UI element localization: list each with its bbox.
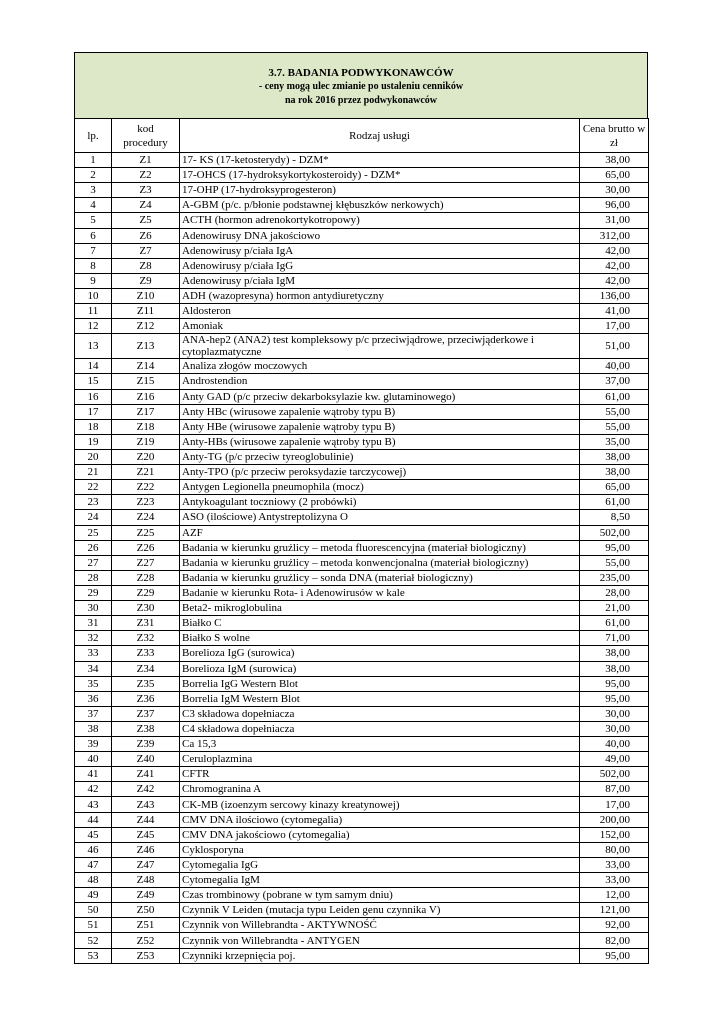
cell-cena: 21,00 bbox=[580, 601, 649, 616]
cell-name: Ceruloplazmina bbox=[180, 752, 580, 767]
cell-cena: 28,00 bbox=[580, 585, 649, 600]
table-row bbox=[75, 721, 649, 736]
cell-kod: Z7 bbox=[112, 243, 180, 258]
cell-kod: Z40 bbox=[112, 752, 180, 767]
table-row bbox=[75, 183, 649, 198]
cell-kod: Z25 bbox=[112, 525, 180, 540]
cell-kod: Z19 bbox=[112, 434, 180, 449]
cell-kod: Z49 bbox=[112, 888, 180, 903]
cell-kod: Z44 bbox=[112, 812, 180, 827]
col-header-cena: Cena brutto w zł bbox=[580, 119, 649, 153]
table-row bbox=[75, 812, 649, 827]
table-row bbox=[75, 288, 649, 303]
cell-kod: Z29 bbox=[112, 585, 180, 600]
cell-lp: 18 bbox=[75, 419, 112, 434]
col-header-kod: kod procedury bbox=[112, 119, 180, 153]
cell-lp: 7 bbox=[75, 243, 112, 258]
cell-cena: 502,00 bbox=[580, 525, 649, 540]
section-header bbox=[74, 52, 648, 118]
cell-lp: 53 bbox=[75, 948, 112, 963]
table-row bbox=[75, 631, 649, 646]
cell-lp: 28 bbox=[75, 570, 112, 585]
cell-lp: 20 bbox=[75, 449, 112, 464]
table-row bbox=[75, 737, 649, 752]
cell-lp: 32 bbox=[75, 631, 112, 646]
cell-cena: 40,00 bbox=[580, 359, 649, 374]
cell-cena: 80,00 bbox=[580, 842, 649, 857]
cell-cena: 95,00 bbox=[580, 676, 649, 691]
cell-kod: Z27 bbox=[112, 555, 180, 570]
table-row bbox=[75, 903, 649, 918]
cell-cena: 30,00 bbox=[580, 706, 649, 721]
cell-name: Cytomegalia IgG bbox=[180, 857, 580, 872]
cell-name: Badania w kierunku gruźlicy – sonda DNA (materiał biologiczny) bbox=[180, 570, 580, 585]
cell-lp: 44 bbox=[75, 812, 112, 827]
table-row bbox=[75, 389, 649, 404]
table-row bbox=[75, 646, 649, 661]
table-row bbox=[75, 570, 649, 585]
cell-kod: Z11 bbox=[112, 304, 180, 319]
table-row bbox=[75, 228, 649, 243]
cell-kod: Z42 bbox=[112, 782, 180, 797]
cell-lp: 37 bbox=[75, 706, 112, 721]
cell-cena: 33,00 bbox=[580, 857, 649, 872]
cell-kod: Z36 bbox=[112, 691, 180, 706]
section-title: 3.7. BADANIA PODWYKONAWCÓW bbox=[268, 66, 454, 79]
cell-kod: Z24 bbox=[112, 510, 180, 525]
cell-lp: 45 bbox=[75, 827, 112, 842]
cell-lp: 8 bbox=[75, 258, 112, 273]
cell-cena: 95,00 bbox=[580, 948, 649, 963]
col-header-lp: lp. bbox=[75, 119, 112, 153]
cell-cena: 152,00 bbox=[580, 827, 649, 842]
cell-name: C4 składowa dopełniacza bbox=[180, 721, 580, 736]
table-row bbox=[75, 419, 649, 434]
cell-lp: 42 bbox=[75, 782, 112, 797]
cell-cena: 17,00 bbox=[580, 797, 649, 812]
cell-lp: 4 bbox=[75, 198, 112, 213]
cell-lp: 50 bbox=[75, 903, 112, 918]
cell-cena: 55,00 bbox=[580, 404, 649, 419]
cell-kod: Z18 bbox=[112, 419, 180, 434]
table-row bbox=[75, 510, 649, 525]
cell-name: Białko C bbox=[180, 616, 580, 631]
cell-name: C3 składowa dopełniacza bbox=[180, 706, 580, 721]
table-row bbox=[75, 706, 649, 721]
table-row bbox=[75, 857, 649, 872]
cell-kod: Z53 bbox=[112, 948, 180, 963]
cell-cena: 38,00 bbox=[580, 153, 649, 168]
table-row bbox=[75, 540, 649, 555]
cell-lp: 35 bbox=[75, 676, 112, 691]
cell-kod: Z39 bbox=[112, 737, 180, 752]
cell-cena: 95,00 bbox=[580, 540, 649, 555]
table-row bbox=[75, 782, 649, 797]
cell-name: Anty HBe (wirusowe zapalenie wątroby typu B) bbox=[180, 419, 580, 434]
cell-name: Borrelia IgG Western Blot bbox=[180, 676, 580, 691]
table-row bbox=[75, 243, 649, 258]
cell-cena: 42,00 bbox=[580, 243, 649, 258]
table-row bbox=[75, 555, 649, 570]
cell-kod: Z2 bbox=[112, 168, 180, 183]
cell-cena: 30,00 bbox=[580, 183, 649, 198]
cell-name: CK-MB (izoenzym sercowy kinazy kreatynowej) bbox=[180, 797, 580, 812]
cell-cena: 71,00 bbox=[580, 631, 649, 646]
cell-cena: 65,00 bbox=[580, 480, 649, 495]
cell-name: Czynnik von Willebrandta - ANTYGEN bbox=[180, 933, 580, 948]
table-row bbox=[75, 213, 649, 228]
cell-name: Borrelia IgM Western Blot bbox=[180, 691, 580, 706]
cell-kod: Z31 bbox=[112, 616, 180, 631]
cell-name: 17-OHCS (17-hydroksykortykosteroidy) - DZM* bbox=[180, 168, 580, 183]
cell-lp: 40 bbox=[75, 752, 112, 767]
cell-name: Antygen Legionella pneumophila (mocz) bbox=[180, 480, 580, 495]
cell-cena: 17,00 bbox=[580, 319, 649, 334]
cell-cena: 95,00 bbox=[580, 691, 649, 706]
cell-name: Ca 15,3 bbox=[180, 737, 580, 752]
cell-name: Adenowirusy DNA jakościowo bbox=[180, 228, 580, 243]
cell-name: 17-OHP (17-hydroksyprogesteron) bbox=[180, 183, 580, 198]
cell-cena: 96,00 bbox=[580, 198, 649, 213]
cell-lp: 6 bbox=[75, 228, 112, 243]
table-row bbox=[75, 319, 649, 334]
cell-kod: Z6 bbox=[112, 228, 180, 243]
cell-lp: 17 bbox=[75, 404, 112, 419]
cell-cena: 30,00 bbox=[580, 721, 649, 736]
cell-name: AZF bbox=[180, 525, 580, 540]
col-header-name: Rodzaj usługi bbox=[180, 119, 580, 153]
table-row bbox=[75, 948, 649, 963]
cell-cena: 49,00 bbox=[580, 752, 649, 767]
table-row bbox=[75, 480, 649, 495]
cell-kod: Z16 bbox=[112, 389, 180, 404]
cell-cena: 235,00 bbox=[580, 570, 649, 585]
cell-name: 17- KS (17-ketosterydy) - DZM* bbox=[180, 153, 580, 168]
cell-name: Anty-HBs (wirusowe zapalenie wątroby typu B) bbox=[180, 434, 580, 449]
table-row bbox=[75, 676, 649, 691]
section-subtitle-2: na rok 2016 przez podwykonawców bbox=[284, 94, 438, 106]
cell-lp: 29 bbox=[75, 585, 112, 600]
table-row bbox=[75, 334, 649, 359]
table-row bbox=[75, 258, 649, 273]
cell-name: Borelioza IgM (surowica) bbox=[180, 661, 580, 676]
cell-name: Adenowirusy p/ciała IgG bbox=[180, 258, 580, 273]
table-row bbox=[75, 933, 649, 948]
cell-cena: 87,00 bbox=[580, 782, 649, 797]
cell-cena: 200,00 bbox=[580, 812, 649, 827]
cell-lp: 30 bbox=[75, 601, 112, 616]
cell-lp: 21 bbox=[75, 465, 112, 480]
cell-kod: Z12 bbox=[112, 319, 180, 334]
table-row bbox=[75, 153, 649, 168]
cell-kod: Z15 bbox=[112, 374, 180, 389]
cell-lp: 12 bbox=[75, 319, 112, 334]
cell-kod: Z35 bbox=[112, 676, 180, 691]
cell-cena: 82,00 bbox=[580, 933, 649, 948]
cell-lp: 49 bbox=[75, 888, 112, 903]
cell-name: Chromogranina A bbox=[180, 782, 580, 797]
cell-lp: 9 bbox=[75, 273, 112, 288]
table-row bbox=[75, 616, 649, 631]
cell-kod: Z38 bbox=[112, 721, 180, 736]
cell-kod: Z26 bbox=[112, 540, 180, 555]
cell-kod: Z10 bbox=[112, 288, 180, 303]
cell-kod: Z17 bbox=[112, 404, 180, 419]
cell-cena: 42,00 bbox=[580, 258, 649, 273]
cell-kod: Z3 bbox=[112, 183, 180, 198]
cell-lp: 36 bbox=[75, 691, 112, 706]
cell-name: Cytomegalia IgM bbox=[180, 873, 580, 888]
cell-name: Badania w kierunku gruźlicy – metoda fluorescencyjna (materiał biologiczny) bbox=[180, 540, 580, 555]
cell-cena: 502,00 bbox=[580, 767, 649, 782]
cell-lp: 13 bbox=[75, 334, 112, 359]
table-row bbox=[75, 304, 649, 319]
cell-cena: 12,00 bbox=[580, 888, 649, 903]
cell-cena: 136,00 bbox=[580, 288, 649, 303]
table-row bbox=[75, 359, 649, 374]
cell-name: A-GBM (p/c. p/błonie podstawnej kłębuszków nerkowych) bbox=[180, 198, 580, 213]
cell-kod: Z21 bbox=[112, 465, 180, 480]
cell-kod: Z47 bbox=[112, 857, 180, 872]
table-row bbox=[75, 601, 649, 616]
cell-kod: Z23 bbox=[112, 495, 180, 510]
table-row bbox=[75, 661, 649, 676]
cell-kod: Z46 bbox=[112, 842, 180, 857]
cell-lp: 51 bbox=[75, 918, 112, 933]
cell-lp: 2 bbox=[75, 168, 112, 183]
cell-cena: 42,00 bbox=[580, 273, 649, 288]
cell-cena: 38,00 bbox=[580, 465, 649, 480]
cell-cena: 312,00 bbox=[580, 228, 649, 243]
cell-lp: 39 bbox=[75, 737, 112, 752]
cell-kod: Z45 bbox=[112, 827, 180, 842]
cell-kod: Z20 bbox=[112, 449, 180, 464]
cell-name: Czas trombinowy (pobrane w tym samym dniu) bbox=[180, 888, 580, 903]
cell-lp: 23 bbox=[75, 495, 112, 510]
cell-lp: 10 bbox=[75, 288, 112, 303]
table-row bbox=[75, 888, 649, 903]
cell-cena: 61,00 bbox=[580, 616, 649, 631]
table-row bbox=[75, 404, 649, 419]
table-row bbox=[75, 585, 649, 600]
cell-cena: 38,00 bbox=[580, 646, 649, 661]
table-row bbox=[75, 434, 649, 449]
cell-cena: 55,00 bbox=[580, 419, 649, 434]
price-table bbox=[74, 118, 649, 964]
cell-lp: 15 bbox=[75, 374, 112, 389]
table-row bbox=[75, 827, 649, 842]
table-row bbox=[75, 691, 649, 706]
cell-name: Cyklosporyna bbox=[180, 842, 580, 857]
cell-name: ANA-hep2 (ANA2) test kompleksowy p/c przeciwjądrowe, przeciwjąderkowe i cytoplazmatyczne bbox=[180, 334, 580, 359]
cell-kod: Z52 bbox=[112, 933, 180, 948]
cell-name: CMV DNA ilościowo (cytomegalia) bbox=[180, 812, 580, 827]
cell-lp: 47 bbox=[75, 857, 112, 872]
cell-name: Beta2- mikroglobulina bbox=[180, 601, 580, 616]
cell-name: CFTR bbox=[180, 767, 580, 782]
cell-cena: 35,00 bbox=[580, 434, 649, 449]
cell-name: Antykoagulant toczniowy (2 probówki) bbox=[180, 495, 580, 510]
cell-lp: 26 bbox=[75, 540, 112, 555]
cell-lp: 34 bbox=[75, 661, 112, 676]
cell-name: Czynnik von Willebrandta - AKTYWNOŚĆ bbox=[180, 918, 580, 933]
cell-kod: Z34 bbox=[112, 661, 180, 676]
cell-lp: 16 bbox=[75, 389, 112, 404]
cell-lp: 25 bbox=[75, 525, 112, 540]
table-row bbox=[75, 465, 649, 480]
cell-cena: 38,00 bbox=[580, 449, 649, 464]
cell-name: Czynniki krzepnięcia poj. bbox=[180, 948, 580, 963]
cell-kod: Z32 bbox=[112, 631, 180, 646]
cell-lp: 41 bbox=[75, 767, 112, 782]
cell-lp: 31 bbox=[75, 616, 112, 631]
cell-cena: 55,00 bbox=[580, 555, 649, 570]
cell-name: Badanie w kierunku Rota- i Adenowirusów w kale bbox=[180, 585, 580, 600]
table-row bbox=[75, 198, 649, 213]
cell-kod: Z9 bbox=[112, 273, 180, 288]
cell-cena: 38,00 bbox=[580, 661, 649, 676]
cell-kod: Z48 bbox=[112, 873, 180, 888]
cell-cena: 37,00 bbox=[580, 374, 649, 389]
table-row bbox=[75, 168, 649, 183]
table-row bbox=[75, 273, 649, 288]
cell-cena: 51,00 bbox=[580, 334, 649, 359]
cell-kod: Z28 bbox=[112, 570, 180, 585]
table-row bbox=[75, 918, 649, 933]
cell-lp: 19 bbox=[75, 434, 112, 449]
cell-name: Anty-TG (p/c przeciw tyreoglobulinie) bbox=[180, 449, 580, 464]
table-header-row bbox=[75, 119, 649, 153]
cell-name: ADH (wazopresyna) hormon antydiuretyczny bbox=[180, 288, 580, 303]
table-row bbox=[75, 525, 649, 540]
cell-name: Anty GAD (p/c przeciw dekarboksylazie kw. glutaminowego) bbox=[180, 389, 580, 404]
cell-name: Adenowirusy p/ciała IgM bbox=[180, 273, 580, 288]
cell-cena: 65,00 bbox=[580, 168, 649, 183]
cell-cena: 8,50 bbox=[580, 510, 649, 525]
cell-lp: 3 bbox=[75, 183, 112, 198]
table-row bbox=[75, 842, 649, 857]
cell-cena: 41,00 bbox=[580, 304, 649, 319]
price-sheet bbox=[74, 52, 648, 964]
cell-kod: Z13 bbox=[112, 334, 180, 359]
cell-kod: Z50 bbox=[112, 903, 180, 918]
cell-lp: 48 bbox=[75, 873, 112, 888]
table-row bbox=[75, 374, 649, 389]
cell-lp: 22 bbox=[75, 480, 112, 495]
table-row bbox=[75, 495, 649, 510]
cell-cena: 31,00 bbox=[580, 213, 649, 228]
cell-lp: 14 bbox=[75, 359, 112, 374]
cell-name: ACTH (hormon adrenokortykotropowy) bbox=[180, 213, 580, 228]
cell-kod: Z33 bbox=[112, 646, 180, 661]
table-row bbox=[75, 752, 649, 767]
cell-name: CMV DNA jakościowo (cytomegalia) bbox=[180, 827, 580, 842]
cell-name: Adenowirusy p/ciała IgA bbox=[180, 243, 580, 258]
cell-kod: Z30 bbox=[112, 601, 180, 616]
cell-cena: 40,00 bbox=[580, 737, 649, 752]
cell-cena: 121,00 bbox=[580, 903, 649, 918]
table-row bbox=[75, 797, 649, 812]
cell-kod: Z41 bbox=[112, 767, 180, 782]
cell-name: Białko S wolne bbox=[180, 631, 580, 646]
cell-name: ASO (ilościowe) Antystreptolizyna O bbox=[180, 510, 580, 525]
cell-name: Badania w kierunku gruźlicy – metoda konwencjonalna (materiał biologiczny) bbox=[180, 555, 580, 570]
cell-kod: Z4 bbox=[112, 198, 180, 213]
cell-lp: 46 bbox=[75, 842, 112, 857]
cell-name: Anty-TPO (p/c przeciw peroksydazie tarczycowej) bbox=[180, 465, 580, 480]
cell-name: Analiza złogów moczowych bbox=[180, 359, 580, 374]
cell-lp: 38 bbox=[75, 721, 112, 736]
table-row bbox=[75, 767, 649, 782]
cell-kod: Z5 bbox=[112, 213, 180, 228]
cell-name: Amoniak bbox=[180, 319, 580, 334]
cell-kod: Z37 bbox=[112, 706, 180, 721]
cell-kod: Z14 bbox=[112, 359, 180, 374]
section-subtitle-1: - ceny mogą ulec zmianie po ustaleniu cenników bbox=[258, 80, 464, 92]
cell-lp: 24 bbox=[75, 510, 112, 525]
cell-kod: Z8 bbox=[112, 258, 180, 273]
cell-lp: 1 bbox=[75, 153, 112, 168]
cell-cena: 61,00 bbox=[580, 495, 649, 510]
cell-lp: 5 bbox=[75, 213, 112, 228]
cell-name: Czynnik V Leiden (mutacja typu Leiden genu czynnika V) bbox=[180, 903, 580, 918]
cell-cena: 92,00 bbox=[580, 918, 649, 933]
cell-name: Androstendion bbox=[180, 374, 580, 389]
cell-name: Anty HBc (wirusowe zapalenie wątroby typu B) bbox=[180, 404, 580, 419]
cell-kod: Z51 bbox=[112, 918, 180, 933]
cell-kod: Z1 bbox=[112, 153, 180, 168]
cell-kod: Z43 bbox=[112, 797, 180, 812]
cell-kod: Z22 bbox=[112, 480, 180, 495]
cell-cena: 33,00 bbox=[580, 873, 649, 888]
cell-lp: 52 bbox=[75, 933, 112, 948]
table-row bbox=[75, 873, 649, 888]
cell-cena: 61,00 bbox=[580, 389, 649, 404]
table-row bbox=[75, 449, 649, 464]
cell-name: Aldosteron bbox=[180, 304, 580, 319]
cell-lp: 27 bbox=[75, 555, 112, 570]
cell-lp: 33 bbox=[75, 646, 112, 661]
cell-lp: 43 bbox=[75, 797, 112, 812]
cell-lp: 11 bbox=[75, 304, 112, 319]
cell-name: Borelioza IgG (surowica) bbox=[180, 646, 580, 661]
